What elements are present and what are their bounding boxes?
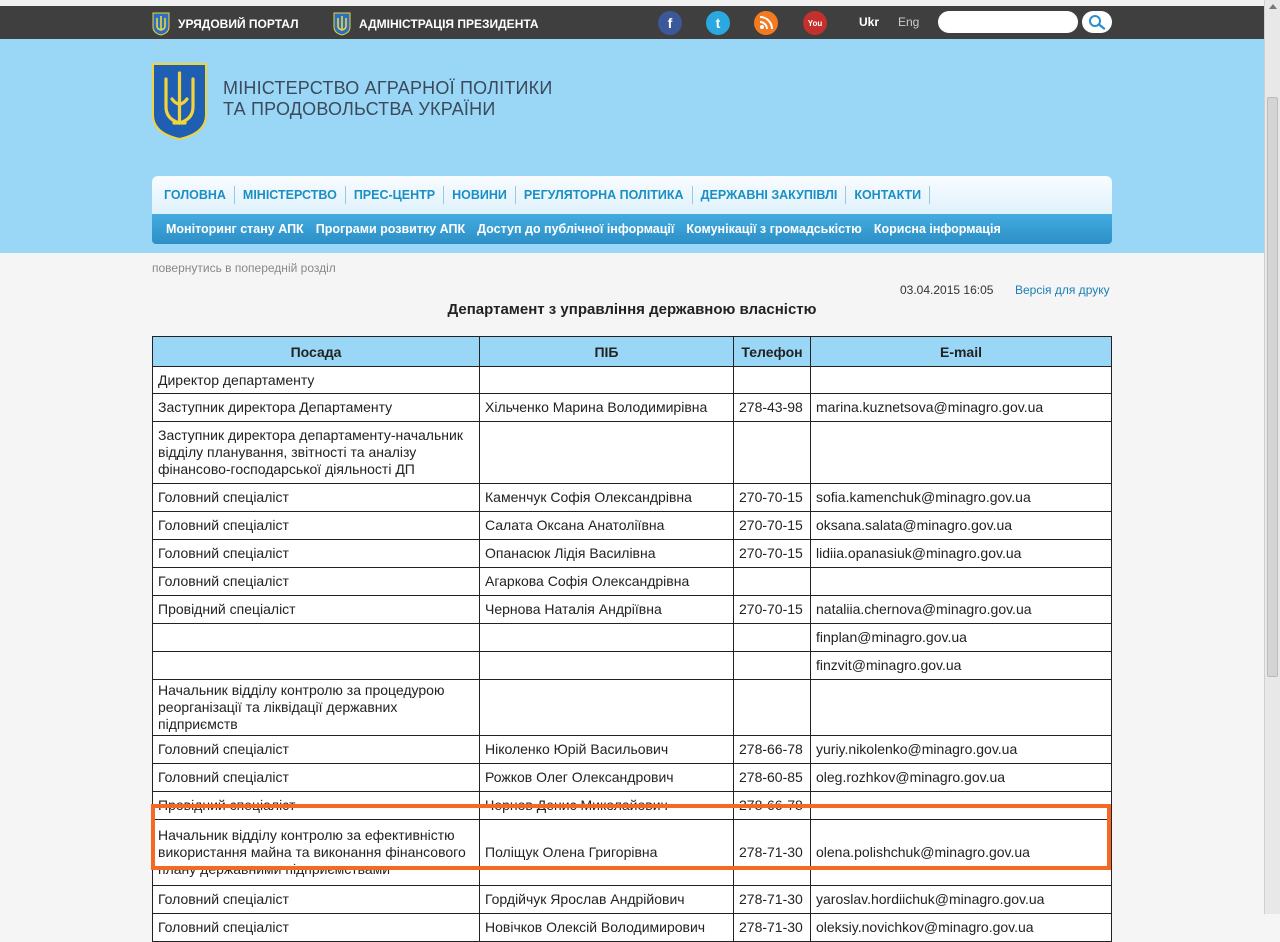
cell-position: Головний спеціаліст (153, 484, 480, 512)
subnav-useful-info[interactable]: Корисна інформація (873, 222, 1001, 236)
table-row (153, 596, 1112, 624)
cell-email (811, 422, 1112, 484)
cell-name: Чернов Денис Миколайович (480, 792, 734, 820)
nav-press-center[interactable]: ПРЕС-ЦЕНТР (346, 186, 444, 204)
cell-phone: 278-60-85 (734, 764, 811, 792)
cell-name: Гордійчук Ярослав Андрійович (480, 886, 734, 914)
cell-position: Заступник директора департаменту-начальник відділу планування, звітності та аналізу фінансово-господарської діяльності ДП (153, 422, 480, 484)
cell-name: Опанасюк Лідія Василівна (480, 540, 734, 568)
cell-email[interactable]: oleksiy.novichkov@minagro.gov.ua (811, 914, 1112, 942)
cell-position: Директор департаменту (153, 367, 480, 394)
cell-phone: 278-71-30 (734, 914, 811, 942)
cell-email[interactable]: nataliia.chernova@minagro.gov.ua (811, 596, 1112, 624)
nav-news[interactable]: НОВИНИ (444, 186, 516, 204)
cell-phone: 278-66-78 (734, 792, 811, 820)
nav-contacts[interactable]: КОНТАКТИ (846, 186, 930, 204)
back-link[interactable]: повернутись в попередній розділ (152, 261, 336, 275)
cell-position: Провідний спеціаліст (153, 596, 480, 624)
main-nav (152, 176, 1112, 214)
cell-position: Головний спеціаліст (153, 540, 480, 568)
cell-phone: 278-66-78 (734, 736, 811, 764)
cell-phone (734, 568, 811, 596)
scrollbar-thumb[interactable] (1267, 97, 1278, 677)
cell-position: Головний спеціаліст (153, 736, 480, 764)
site-header (0, 39, 1264, 253)
cell-position: Головний спеціаліст (153, 568, 480, 596)
cell-position: Начальник відділу контролю за ефективністю використання майна та виконання фінансового плану державними підприємствами (153, 820, 480, 886)
president-admin-link[interactable] (333, 12, 539, 36)
ministry-name-line1: МІНІСТЕРСТВО АГРАРНОЇ ПОЛІТИКИ (223, 78, 553, 98)
table-row (153, 512, 1112, 540)
subnav-programs[interactable]: Програми розвитку АПК (315, 222, 466, 236)
cell-email[interactable]: olena.polishchuk@minagro.gov.ua (811, 820, 1112, 886)
cell-phone (734, 680, 811, 736)
cell-name (480, 652, 734, 680)
cell-name (480, 367, 734, 394)
cell-name (480, 624, 734, 652)
cell-position: Головний спеціаліст (153, 914, 480, 942)
cell-email[interactable]: yaroslav.hordiichuk@minagro.gov.ua (811, 886, 1112, 914)
col-email: E-mail (811, 337, 1112, 367)
gov-portal-label: УРЯДОВИЙ ПОРТАЛ (178, 17, 299, 31)
cell-phone (734, 624, 811, 652)
cell-position: Начальник відділу контролю за процедурою реорганізації та ліквідації державних підприємств (153, 680, 480, 736)
search-input[interactable] (938, 11, 1078, 33)
rss-icon[interactable] (754, 11, 778, 35)
scroll-up-arrow[interactable] (1269, 4, 1277, 9)
col-phone: Телефон (734, 337, 811, 367)
trident-icon (333, 12, 351, 36)
cell-phone: 270-70-15 (734, 540, 811, 568)
staff-table (152, 336, 1112, 942)
cell-email (811, 367, 1112, 394)
table-row (153, 736, 1112, 764)
table-row (153, 652, 1112, 680)
cell-name: Чернова Наталія Андріївна (480, 596, 734, 624)
youtube-icon[interactable]: You (803, 11, 827, 35)
table-row (153, 624, 1112, 652)
cell-email[interactable]: oksana.salata@minagro.gov.ua (811, 512, 1112, 540)
cell-position: Заступник директора Департаменту (153, 394, 480, 422)
table-row (153, 820, 1112, 886)
nav-procurement[interactable]: ДЕРЖАВНІ ЗАКУПІВЛІ (693, 186, 847, 204)
table-row (153, 484, 1112, 512)
cell-phone (734, 422, 811, 484)
cell-position: Головний спеціаліст (153, 512, 480, 540)
table-row (153, 914, 1112, 942)
cell-position: Головний спеціаліст (153, 764, 480, 792)
cell-phone: 270-70-15 (734, 484, 811, 512)
table-row (153, 367, 1112, 394)
cell-name: Агаркова Софія Олександрівна (480, 568, 734, 596)
lang-ukr[interactable]: Ukr (859, 15, 880, 29)
president-admin-label: АДМІНІСТРАЦІЯ ПРЕЗИДЕНТА (359, 17, 539, 31)
page-title: Департамент з управління державною власністю (447, 301, 817, 318)
cell-email[interactable]: marina.kuznetsova@minagro.gov.ua (811, 394, 1112, 422)
cell-phone: 278-43-98 (734, 394, 811, 422)
cell-name (480, 680, 734, 736)
trident-icon (152, 12, 170, 36)
ministry-name[interactable] (223, 78, 552, 120)
search-icon (1088, 14, 1106, 30)
cell-email (811, 680, 1112, 736)
cell-email (811, 568, 1112, 596)
table-row (153, 540, 1112, 568)
cell-name: Новічков Олексій Володимирович (480, 914, 734, 942)
table-row (153, 568, 1112, 596)
table-row (153, 764, 1112, 792)
cell-name: Поліщук Олена Григорівна (480, 820, 734, 886)
cell-phone (734, 367, 811, 394)
gov-portal-link[interactable] (152, 12, 299, 36)
cell-name: Ніколенко Юрій Васильович (480, 736, 734, 764)
nav-regulatory-policy[interactable]: РЕГУЛЯТОРНА ПОЛІТИКА (516, 186, 693, 204)
cell-phone (734, 652, 811, 680)
cell-phone: 270-70-15 (734, 596, 811, 624)
cell-email (811, 792, 1112, 820)
cell-email[interactable]: sofia.kamenchuk@minagro.gov.ua (811, 484, 1112, 512)
cell-email[interactable]: finplan@minagro.gov.ua (811, 624, 1112, 652)
cell-email[interactable]: oleg.rozhkov@minagro.gov.ua (811, 764, 1112, 792)
trident-icon[interactable] (152, 63, 207, 140)
cell-email[interactable]: finzvit@minagro.gov.ua (811, 652, 1112, 680)
top-edge (0, 0, 1264, 6)
facebook-icon[interactable]: f (658, 11, 682, 35)
cell-phone: 270-70-15 (734, 512, 811, 540)
vertical-scrollbar[interactable] (1264, 0, 1280, 914)
search-button[interactable] (1082, 11, 1112, 33)
table-row (153, 680, 1112, 736)
print-version-link[interactable]: Версія для друку (1015, 283, 1110, 297)
cell-phone: 278-71-30 (734, 886, 811, 914)
cell-position (153, 624, 480, 652)
table-row (153, 394, 1112, 422)
cell-position: Головний спеціаліст (153, 886, 480, 914)
col-position: Посада (153, 337, 480, 367)
cell-position (153, 652, 480, 680)
cell-name: Салата Оксана Анатоліївна (480, 512, 734, 540)
cell-position: Провідний спеціаліст (153, 792, 480, 820)
rss-glyph (759, 16, 773, 30)
cell-email[interactable]: yuriy.nikolenko@minagro.gov.ua (811, 736, 1112, 764)
col-name: ПІБ (480, 337, 734, 367)
cell-name: Каменчук Софія Олександрівна (480, 484, 734, 512)
cell-email[interactable]: lidiia.opanasiuk@minagro.gov.ua (811, 540, 1112, 568)
table-header-row (153, 337, 1112, 367)
sub-nav (152, 214, 1112, 244)
table-row (153, 886, 1112, 914)
subnav-monitoring[interactable]: Моніторинг стану АПК (166, 222, 304, 236)
subnav-communications[interactable]: Комунікації з громадськістю (686, 222, 862, 236)
lang-eng[interactable]: Eng (898, 15, 920, 29)
table-row (153, 792, 1112, 820)
twitter-icon[interactable]: t (706, 11, 730, 35)
nav-ministry[interactable]: МІНІСТЕРСТВО (235, 186, 346, 204)
ministry-name-line2: ТА ПРОДОВОЛЬСТВА УКРАЇНИ (223, 99, 496, 119)
cell-name (480, 422, 734, 484)
staff-table-body (153, 367, 1112, 942)
publish-date: 03.04.2015 16:05 (900, 283, 994, 297)
subnav-public-info[interactable]: Доступ до публічної інформації (477, 222, 675, 236)
cell-phone: 278-71-30 (734, 820, 811, 886)
table-row (153, 422, 1112, 484)
cell-name: Хільченко Марина Володимирівна (480, 394, 734, 422)
cell-name: Рожков Олег Олександрович (480, 764, 734, 792)
nav-home[interactable]: ГОЛОВНА (156, 186, 235, 204)
